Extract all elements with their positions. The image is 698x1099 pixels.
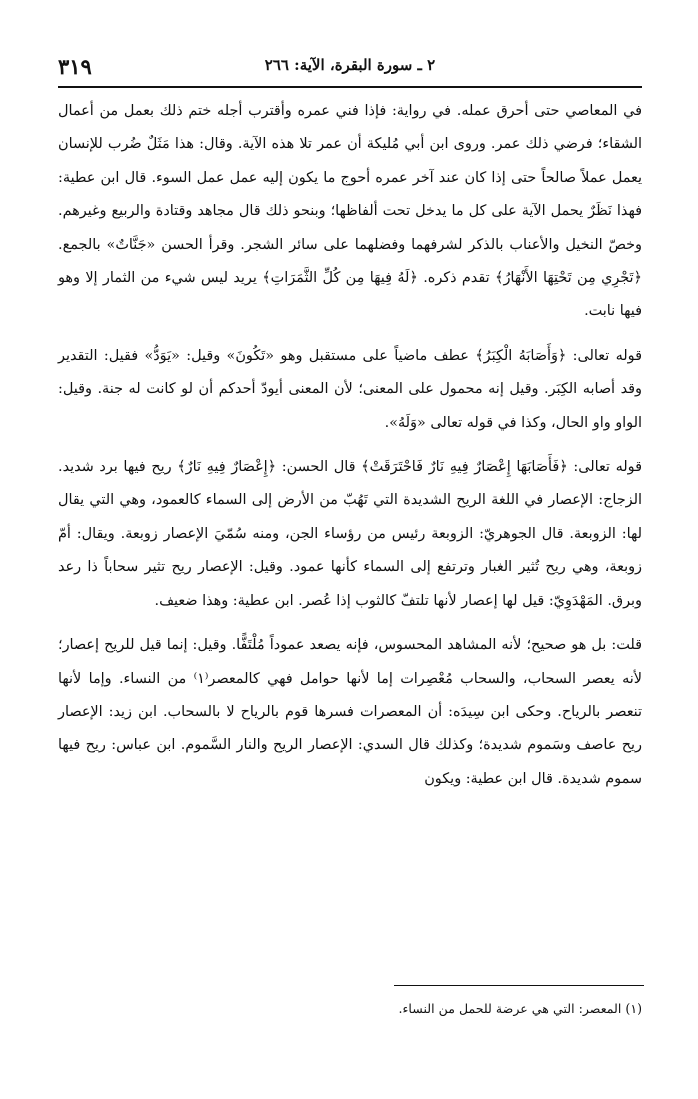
running-title: ٢ ـ سورة البقرة، الآية: ٢٦٦ [264, 56, 436, 74]
paragraph: قوله تعالى: ﴿وَأَصَابَهُ الْكِبَرُ﴾ عطف ماضياً على مستقبل وهو «تَكُونَ» وقيل: «يَوَدُّ» فقيل: التقدير وقد أصابه الكِبَر. وقيل إنه محمول على المعنى؛ لأن المعنى أيودّ أحدكم أن لو كانت له جنة. وقيل: الواو واو الحال، وكذا في قوله تعالى «وَلَهُ». [58, 347, 642, 431]
page-number: ٣١٩ [58, 54, 92, 79]
paragraph: في المعاصي حتى أحرق عمله. في رواية: فإذا فني عمره وأقترب أجله ختم ذلك بعمل من أعمال الشقاء؛ فرضي ذلك عمر. وروى ابن أبي مُليكة أن عمر تلا هذه الآية. وقال: هذا مَثَلٌ ضُرب للإنسان يعمل عملاً صالحاً حتى إذا كان عند آخر عمره أحوج ما يكون إليه عمل عمل السوء. قال ابن عطية: فهذا نَظَرٌ يحمل الآية على كل ما يدخل تحت ألفاظها؛ وبنحو ذلك قال مجاهد وقتادة والربيع وغيرهم. وخصّ النخيل والأعناب بالذكر لشرفهما وفضلهما على سائر الشجر. وقرأ الحسن «جَنَّاتٌ» بالجمع. ﴿تَجْرِي مِن تَحْتِهَا الأَنْهَارُ﴾ تقدم ذكره. ﴿لَهُ فِيهَا مِن كُلِّ الثَّمَرَاتِ﴾ يريد ليس شيء من الثمار إلا وهو فيها نابت. [58, 103, 642, 320]
main-text [58, 95, 642, 796]
page-header [58, 52, 642, 88]
footnote: (١) المعصر: التي هي عرضة للحمل من النساء. [398, 1001, 642, 1016]
paragraph: قلت: بل هو صحيح؛ لأنه المشاهد المحسوس، فإنه يصعد عموداً مُلْتَفًّا. وقيل: إنما قيل للريح إعصار؛ لأنه يعصر السحاب، والسحاب مُعْصِرات إما لأنها حوامل فهي كالمعصر⁽١⁾ من النساء. وإما لأنها تنعصر بالرياح. وحكى ابن سِيدَه: أن المعصرات فسرها قوم بالرياح لا بالسحاب. ابن زيد: الإعصار ريح عاصف وسَموم شديدة؛ وكذلك قال السدي: الإعصار الريح والنار السَّموم. ابن عباس: ريح فيها سموم شديدة. قال ابن عطية: ويكون [58, 637, 642, 787]
footnote-divider [394, 985, 644, 986]
paragraph: قوله تعالى: ﴿فَأَصَابَهَا إِعْصَارٌ فِيهِ نَارٌ فَاحْتَرَقَتْ﴾ قال الحسن: ﴿إِعْصَارٌ فِيهِ نَارٌ﴾ ريح فيها برد شديد. الزجاج: الإعصار في اللغة الريح الشديدة التي تَهُبّ من الأرض إلى السماء كالعمود، وهي التي يقال لها: الزوبعة. قال الجوهريّ: الزوبعة رئيس من رؤساء الجن، ومنه سُمّيَ الإعصار زوبعة. ويقال: أمّ زوبعة، وهي ريح تُثير الغبار وترتفع إلى السماء كأنها عمود. وقيل: الإعصار ريح تثير سحاباً ذا رعد وبرق. المَهْدَوِيّ: قيل لها إعصار لأنها تلتفّ كالثوب إذا عُصر. ابن عطية: وهذا ضعيف. [58, 459, 642, 609]
